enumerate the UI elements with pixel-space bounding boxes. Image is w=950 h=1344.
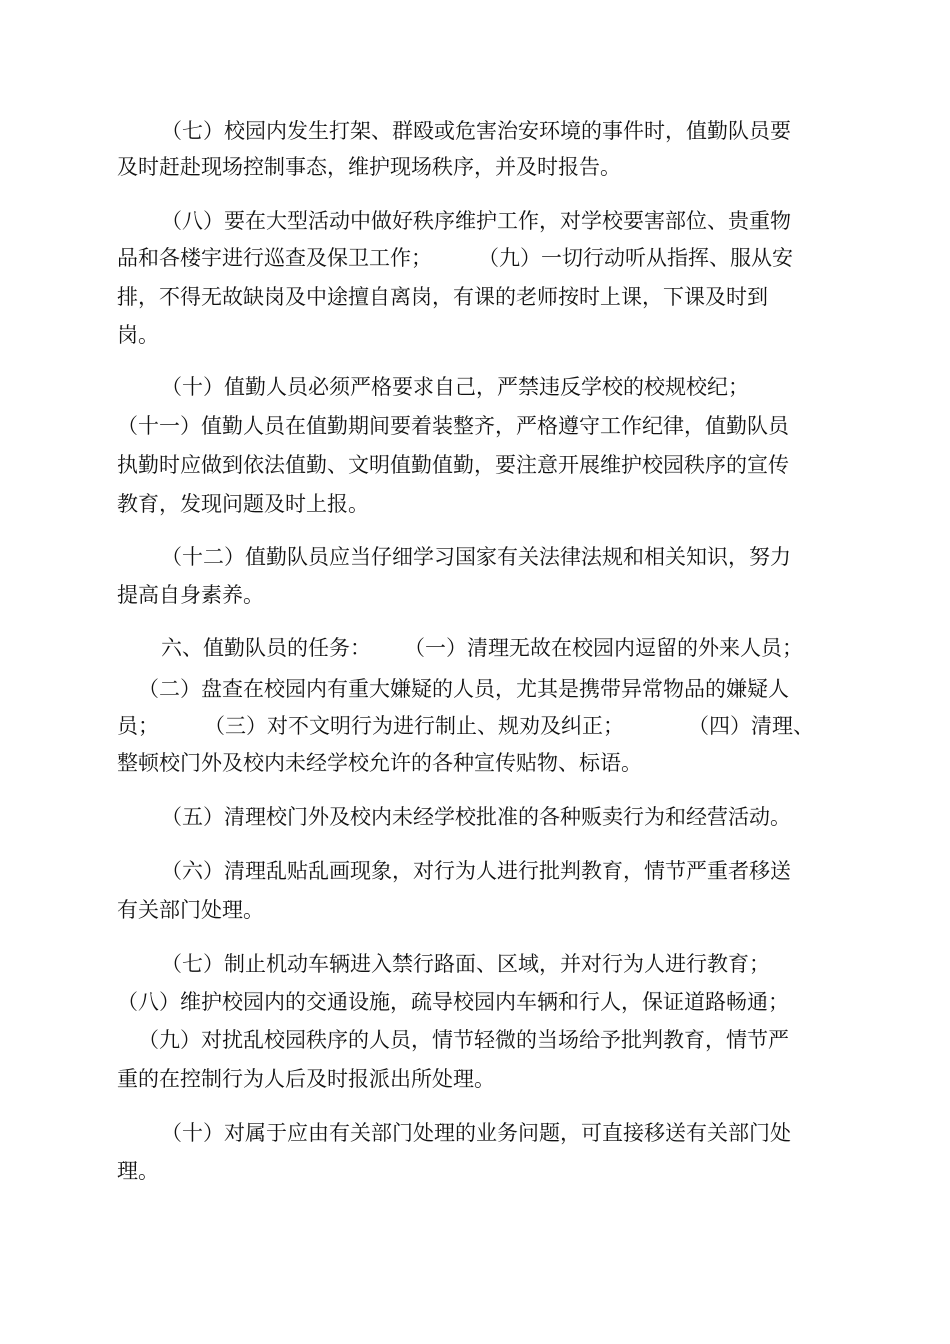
text-line: （三）对不文明行为进行制止、规劝及纠正； <box>204 714 624 738</box>
text-line: 有关部门处理。 <box>117 898 264 922</box>
text-line: （二）盘查在校园内有重大嫌疑的人员，尤其是携带异常物品的嫌疑人 <box>138 677 789 701</box>
text-line: （八）要在大型活动中做好秩序维护工作，对学校要害部位、贵重物 <box>161 209 791 233</box>
text-line: 重的在控制行为人后及时报派出所处理。 <box>117 1067 495 1091</box>
text-line: 理。 <box>117 1159 159 1183</box>
text-line: （一）清理无故在校园内逗留的外来人员； <box>404 636 803 660</box>
text-line: （八）维护校园内的交通设施，疏导校园内车辆和行人，保证道路畅通； <box>117 990 789 1014</box>
text-line: 员； <box>117 714 159 738</box>
text-line: （六）清理乱贴乱画现象，对行为人进行批判教育，情节严重者移送 <box>161 859 791 883</box>
text-line: （十一）值勤人员在值勤期间要着装整齐，严格遵守工作纪律，值勤队员 <box>117 414 789 438</box>
section-heading: 六、值勤队员的任务： <box>161 636 371 660</box>
text-line: 执勤时应做到依法值勤、文明值勤值勤，要注意开展维护校园秩序的宣传 <box>117 453 789 477</box>
text-line: 整顿校门外及校内未经学校允许的各种宣传贴物、标语。 <box>117 751 642 775</box>
text-line: （十）对属于应由有关部门处理的业务问题，可直接移送有关部门处 <box>161 1121 791 1145</box>
text-line: （九）一切行动听从指挥、服从安 <box>478 246 793 270</box>
text-line: 提高自身素养。 <box>117 583 264 607</box>
text-line: （七）校园内发生打架、群殴或危害治安环境的事件时，值勤队员要 <box>161 119 791 143</box>
text-line: （七）制止机动车辆进入禁行路面、区域，并对行为人进行教育； <box>161 952 770 976</box>
text-line: （九）对扰乱校园秩序的人员，情节轻微的当场给予批判教育，情节严 <box>138 1028 789 1052</box>
text-line: 岗。 <box>117 323 159 347</box>
text-line: 教育，发现问题及时上报。 <box>117 492 369 516</box>
text-line: （十）值勤人员必须严格要求自己，严禁违反学校的校规校纪； <box>161 375 749 399</box>
text-line: 品和各楼宇进行巡查及保卫工作； <box>117 246 432 270</box>
text-line: （四）清理、 <box>688 714 814 738</box>
text-line: 排，不得无故缺岗及中途擅自离岗，有课的老师按时上课，下课及时到 <box>117 285 768 309</box>
text-line: （五）清理校门外及校内未经学校批准的各种贩卖行为和经营活动。 <box>161 805 791 829</box>
text-line: 及时赶赴现场控制事态，维护现场秩序，并及时报告。 <box>117 155 621 179</box>
text-line: （十二）值勤队员应当仔细学习国家有关法律法规和相关知识，努力 <box>161 545 791 569</box>
